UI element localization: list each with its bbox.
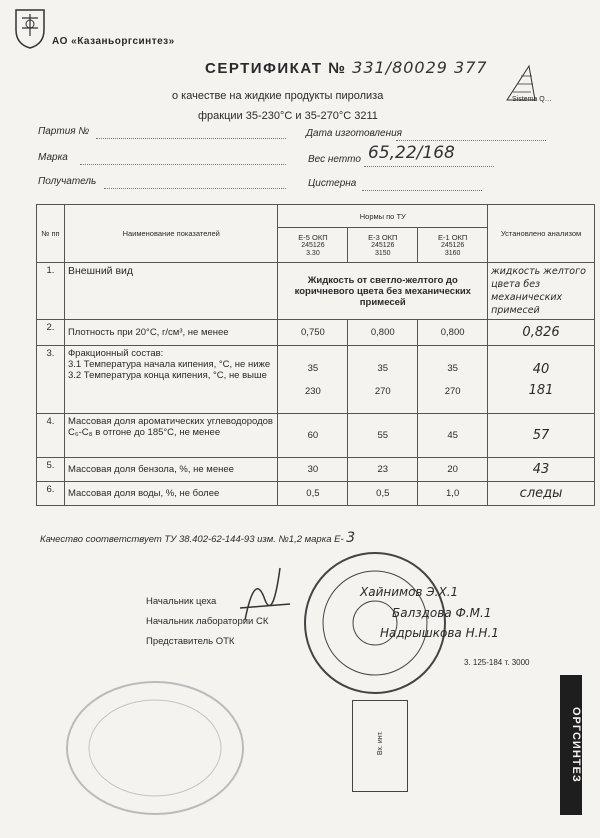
certificate-subtitle: о качестве на жидкие продукты пиролиза xyxy=(172,90,384,102)
table-header-row xyxy=(37,205,595,228)
table-row: 2. Плотность при 20°С, г/см³, не менее 0,750 0,800 0,800 0,826 xyxy=(37,320,595,346)
certificate-title xyxy=(205,58,488,77)
header-result: Установлено анализом xyxy=(488,205,595,263)
header-num: № пп xyxy=(37,205,65,263)
head-of-lab-label: Начальник лаборатории СК xyxy=(146,616,269,627)
otk-representative-label: Представитель ОТК xyxy=(146,636,235,647)
party-label: Партия № xyxy=(38,126,90,137)
table-row: 4. Массовая доля ароматических углеводородов С₆-С₈ в отгоне до 185°С, не менее 60 55 45 57 xyxy=(37,414,595,458)
header-norms: Нормы по ТУ xyxy=(278,205,488,228)
date-label: Дата изготовления xyxy=(306,128,403,139)
recipient-label: Получатель xyxy=(38,176,97,187)
header-name: Наименование показателей xyxy=(64,205,278,263)
company-name: АО «Казаньоргсинтез» xyxy=(52,36,175,47)
grade-e5: Е-5 ОКП 245126 3.30 xyxy=(278,228,348,263)
weight-value: 65,22/168 xyxy=(368,143,455,163)
table-row: 1. Внешний вид Жидкость от светло-желтого до коричневого цвета без механических примесей жидкость желтого цвета без механических примесей xyxy=(37,263,595,320)
brand-field xyxy=(80,152,286,165)
head-of-lab-name: Балздова Ф.М.1 xyxy=(392,606,492,620)
party-field xyxy=(96,126,286,139)
signature-mark-icon xyxy=(235,560,295,630)
quality-grade: 3 xyxy=(346,530,356,546)
title-prefix: СЕРТИФИКАТ № xyxy=(205,60,347,77)
table-row: 6. Массовая доля воды, %, не более 0,5 0,5 1,0 следы xyxy=(37,482,595,506)
incoming-box: Вх. инт. xyxy=(352,700,408,792)
grade-e3: Е-3 ОКП 245126 3150 xyxy=(348,228,418,263)
weight-label: Вес нетто xyxy=(308,154,361,165)
tank-label: Цистерна xyxy=(308,178,357,189)
round-stamp-icon xyxy=(300,548,450,698)
quality-statement: Качество соответствует ТУ 38.402-62-144-93 изм. №1,2 марка Е- 3 xyxy=(40,530,356,546)
head-of-workshop-name: Хайнимов Э.Х.1 xyxy=(360,585,459,599)
table-row: 3. Фракционный состав: 3.1 Температура начала кипения, °С, не ниже 3.2 Температура конца кипения, °С, не выше 35 230 35 270 35 270 40 181 xyxy=(37,346,595,414)
grade-e1: Е-1 ОКП 245126 3160 xyxy=(418,228,488,263)
tank-field xyxy=(362,178,482,191)
form-code: 3. 125-184 т. 3000 xyxy=(464,658,530,667)
recipient-field xyxy=(104,176,286,189)
quality-table xyxy=(36,204,595,506)
otk-representative-name: Надрышкова Н.Н.1 xyxy=(380,626,499,640)
coat-of-arms-icon xyxy=(12,6,48,50)
quality-system-label: Sistema Q… xyxy=(512,96,552,103)
brand-label: Марка xyxy=(38,152,68,163)
date-field xyxy=(396,128,546,141)
weight-underline xyxy=(364,154,494,167)
faded-stamp-icon xyxy=(60,668,250,818)
certificate-fractions: фракции 35-230°С и 35-270°С 3211 xyxy=(198,110,378,122)
head-of-workshop-label: Начальник цеха xyxy=(146,596,217,607)
table-row: 5. Массовая доля бензола, %, не менее 30 23 20 43 xyxy=(37,458,595,482)
side-banner: ОРГСИНТЕЗ xyxy=(560,675,582,815)
certificate-number: 331/80029 377 xyxy=(352,58,488,77)
